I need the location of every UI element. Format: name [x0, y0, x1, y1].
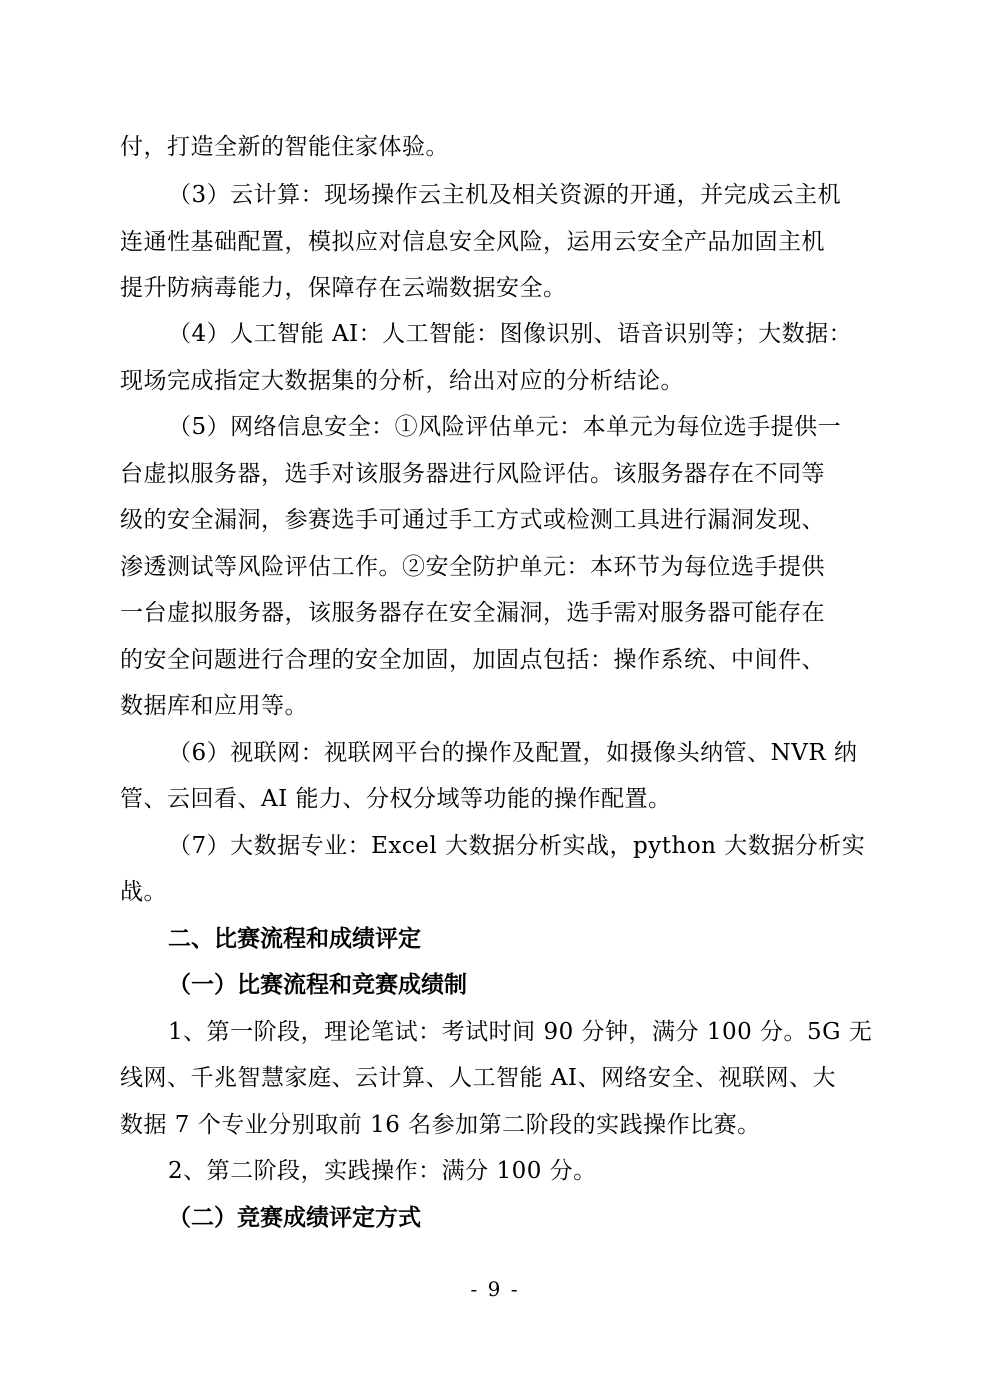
body-text-line: 级的安全漏洞，参赛选手可通过手工方式或检测工具进行漏洞发现、: [120, 507, 825, 533]
body-text-line: 的安全问题进行合理的安全加固，加固点包括：操作系统、中间件、: [120, 647, 825, 673]
body-text-line: 渗透测试等风险评估工作。②安全防护单元：本环节为每位选手提供: [120, 554, 825, 580]
subsection-heading: （一）比赛流程和竞赛成绩制: [168, 972, 467, 998]
body-text-line: 2、第二阶段，实践操作：满分 100 分。: [168, 1158, 597, 1184]
body-text-line: （3）云计算：现场操作云主机及相关资源的开通，并完成云主机: [168, 182, 842, 208]
body-text-line: 一台虚拟服务器，该服务器存在安全漏洞，选手需对服务器可能存在: [120, 600, 825, 626]
body-text-line: 管、云回看、AI 能力、分权分域等功能的操作配置。: [120, 786, 672, 812]
body-text-line: 现场完成指定大数据集的分析，给出对应的分析结论。: [120, 368, 684, 394]
body-text-line: 战。: [120, 879, 167, 905]
body-text-line: 线网、千兆智慧家庭、云计算、人工智能 AI、网络安全、视联网、大: [120, 1065, 837, 1091]
body-text-line: （5）网络信息安全：①风险评估单元：本单元为每位选手提供一: [168, 414, 842, 440]
page-number: - 9 -: [470, 1277, 520, 1301]
body-text-line: 付，打造全新的智能住家体验。: [120, 134, 449, 160]
body-text-line: （4）人工智能 AI：人工智能：图像识别、语音识别等；大数据：: [168, 321, 853, 347]
body-text-line: 数据库和应用等。: [120, 693, 308, 719]
body-text-line: 1、第一阶段，理论笔试：考试时间 90 分钟，满分 100 分。5G 无: [168, 1019, 873, 1045]
section-heading: 二、比赛流程和成绩评定: [168, 926, 421, 952]
body-text-line: 提升防病毒能力，保障存在云端数据安全。: [120, 275, 567, 301]
body-text-line: 连通性基础配置，模拟应对信息安全风险，运用云安全产品加固主机: [120, 229, 825, 255]
body-text-line: （7）大数据专业：Excel 大数据分析实战，python 大数据分析实: [168, 833, 866, 859]
body-text-line: 台虚拟服务器，选手对该服务器进行风险评估。该服务器存在不同等: [120, 461, 825, 487]
subsection-heading: （二）竞赛成绩评定方式: [168, 1205, 421, 1231]
body-text-line: （6）视联网：视联网平台的操作及配置，如摄像头纳管、NVR 纳: [168, 740, 858, 766]
body-text-line: 数据 7 个专业分别取前 16 名参加第二阶段的实践操作比赛。: [120, 1112, 761, 1138]
